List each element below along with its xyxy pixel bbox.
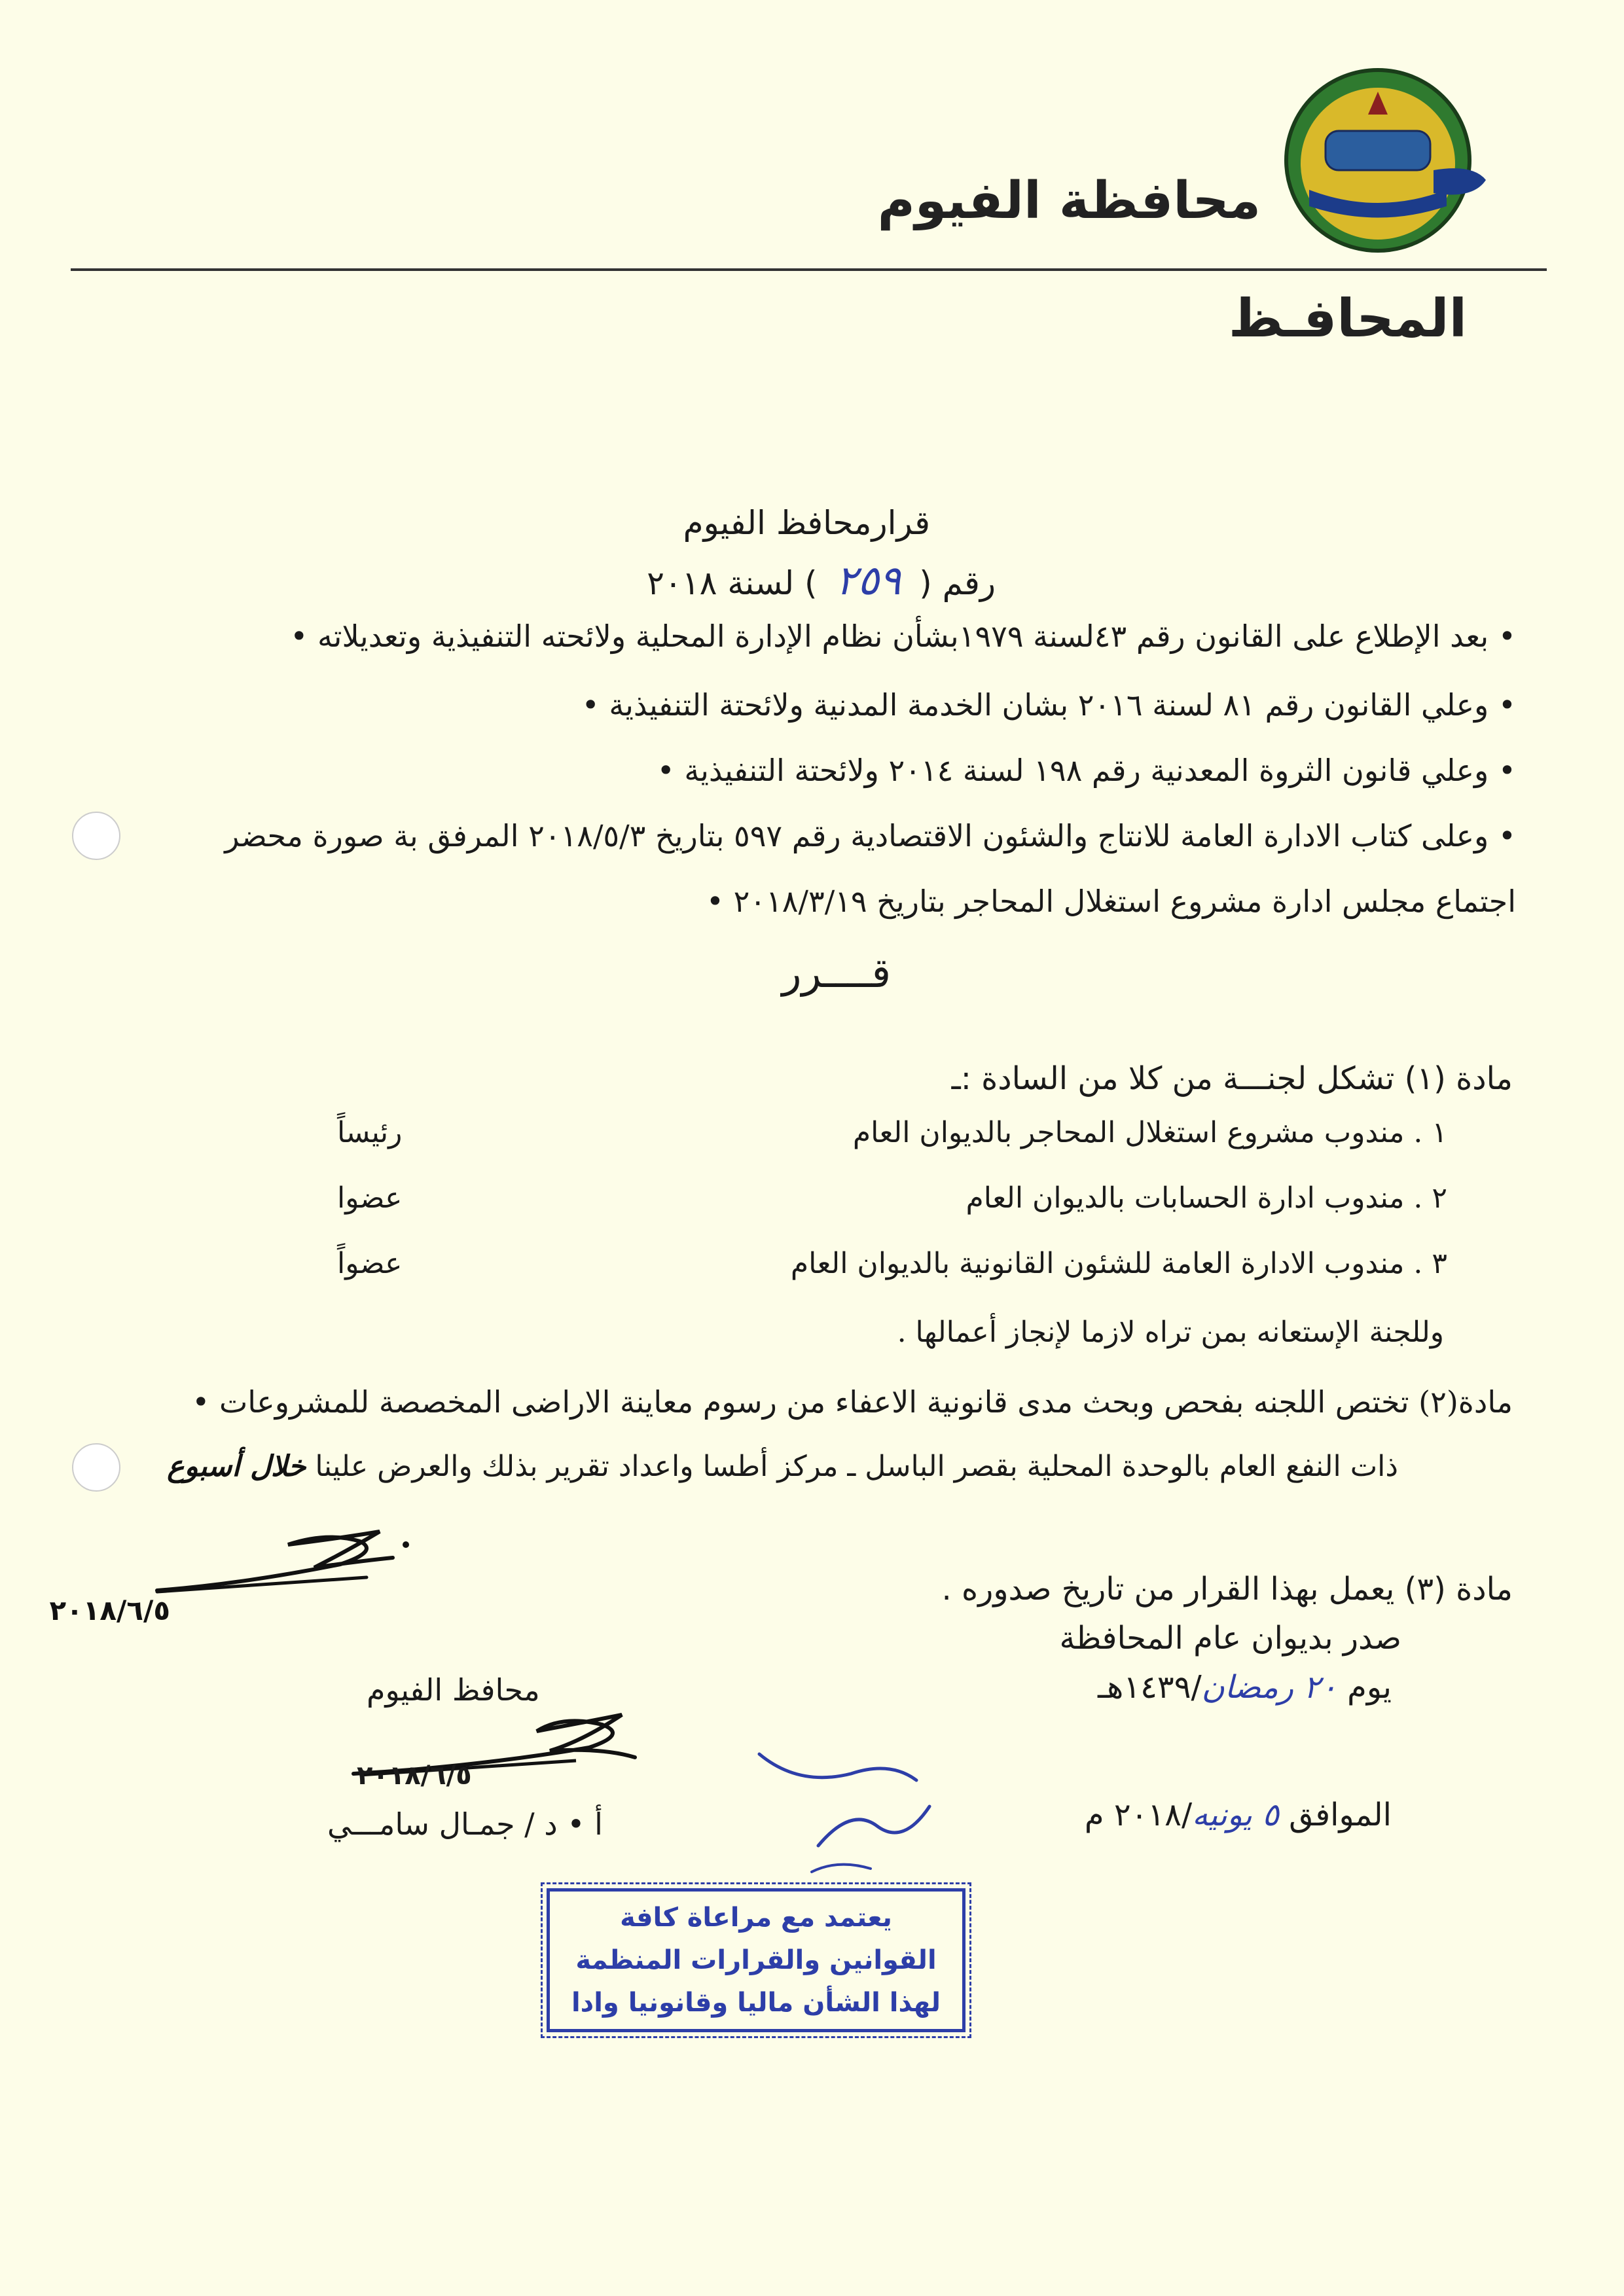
article-2-handwritten-note: خلال أسبوع: [167, 1450, 306, 1483]
punch-hole: [72, 812, 120, 860]
preamble-line: • بعد الإطلاع على القانون رقم ٤٣لسنة ١٩٧٩بشأن نظام الإدارة المحلية ولائحته التنفيذية وتعديلاته •: [290, 619, 1516, 654]
header-divider: [71, 268, 1547, 271]
decree-number-line: [647, 556, 996, 604]
reviewer-initials: [720, 1734, 995, 1885]
signature-date-handwritten: ٢٠١٨/٦/٥: [357, 1761, 472, 1791]
committee-member: ٢ . مندوب ادارة الحسابات بالديوان العام: [965, 1181, 1447, 1215]
corresponding-label: الموافق: [1289, 1797, 1392, 1833]
committee-role: رئيساً: [337, 1116, 403, 1149]
governorate-logo: [1283, 65, 1492, 255]
signatory-name: أ • د / جمـال سامـــي: [327, 1806, 603, 1842]
committee-member: ١ . مندوب مشروع استغلال المحاجر بالديوان العام: [852, 1116, 1447, 1149]
day-label: يوم: [1347, 1669, 1392, 1706]
office-title: المحافـظ: [1228, 288, 1467, 349]
hijri-date-handwritten: ٢٠ رمضان: [1201, 1669, 1337, 1706]
preamble-line: اجتماع مجلس ادارة مشروع استغلال المحاجر بتاريخ ٢٠١٨/٣/١٩ •: [706, 884, 1516, 919]
gregorian-date-handwritten: ٥ يونيه: [1192, 1797, 1279, 1833]
article-3: مادة (٣) يعمل بهذا القرار من تاريخ صدوره .: [941, 1571, 1513, 1607]
approval-stamp: [547, 1888, 965, 2032]
committee-role: عضواً: [337, 1247, 403, 1280]
decree-title: قرارمحافظ الفيوم: [683, 504, 930, 542]
margin-signature-date: ٢٠١٨/٦/٥: [49, 1594, 170, 1626]
stamp-line: القوانين والقرارات المنظمة: [575, 1945, 937, 1975]
article-2-line-2: [167, 1450, 1398, 1483]
signatory-title: محافظ الفيوم: [367, 1672, 540, 1708]
preamble-line: • وعلي القانون رقم ٨١ لسنة ٢٠١٦ بشان الخدمة المدنية ولائحتة التنفيذية •: [581, 687, 1516, 723]
article-1-heading: مادة (١) تشكل لجنـــة من كلا من السادة :ـ: [951, 1060, 1513, 1097]
committee-role: عضوا: [337, 1181, 403, 1215]
preamble-line: • وعلي قانون الثروة المعدنية رقم ١٩٨ لسنة ٢٠١٤ ولائحتة التنفيذية •: [657, 753, 1516, 788]
committee-member: ٣ . مندوب الادارة العامة للشئون القانونية بالديوان العام: [790, 1247, 1447, 1280]
hijri-date-printed: /١٤٣٩هـ: [1097, 1669, 1202, 1706]
governorate-name: محافظة الفيوم: [877, 171, 1261, 230]
decision-heading: قــــرر: [782, 949, 891, 997]
committee-assistance: وللجنة الإستعانه بمن تراه لازما لإنجاز أعمالها .: [897, 1316, 1444, 1349]
hijri-date-line: [1098, 1669, 1392, 1706]
preamble-line: • وعلى كتاب الادارة العامة للانتاج والشئون الاقتصادية رقم ٥٩٧ بتاريخ ٢٠١٨/٥/٣ المرفق بة صورة محضر: [225, 818, 1516, 853]
gregorian-date-printed: /٢٠١٨ م: [1084, 1797, 1193, 1833]
issued-at: صدر بديوان عام المحافظة: [1059, 1620, 1401, 1657]
article-2-line-2-text: ذات النفع العام بالوحدة المحلية بقصر الباسل ـ مركز أطسا واعداد تقرير بذلك والعرض علينا: [315, 1450, 1398, 1483]
margin-signature: [49, 1505, 458, 1626]
article-2-line-1: مادة(٢) تختص اللجنه بفحص وبحث مدى قانونية الاعفاء من رسوم معاينة الاراضى المخصصة للمشروعات •: [192, 1384, 1513, 1420]
decree-number-prefix: رقم (: [919, 564, 996, 602]
decree-number-suffix: ) لسنة ٢٠١٨: [647, 564, 818, 602]
decree-number-handwritten: ٢٥٩: [835, 556, 901, 604]
stamp-line: يعتمد مع مراعاة كافة: [620, 1903, 892, 1933]
punch-hole: [72, 1443, 120, 1492]
stamp-line: لهذا الشأن ماليا وقانونيا وادا: [571, 1987, 941, 2018]
gregorian-date-line: [1085, 1797, 1392, 1833]
